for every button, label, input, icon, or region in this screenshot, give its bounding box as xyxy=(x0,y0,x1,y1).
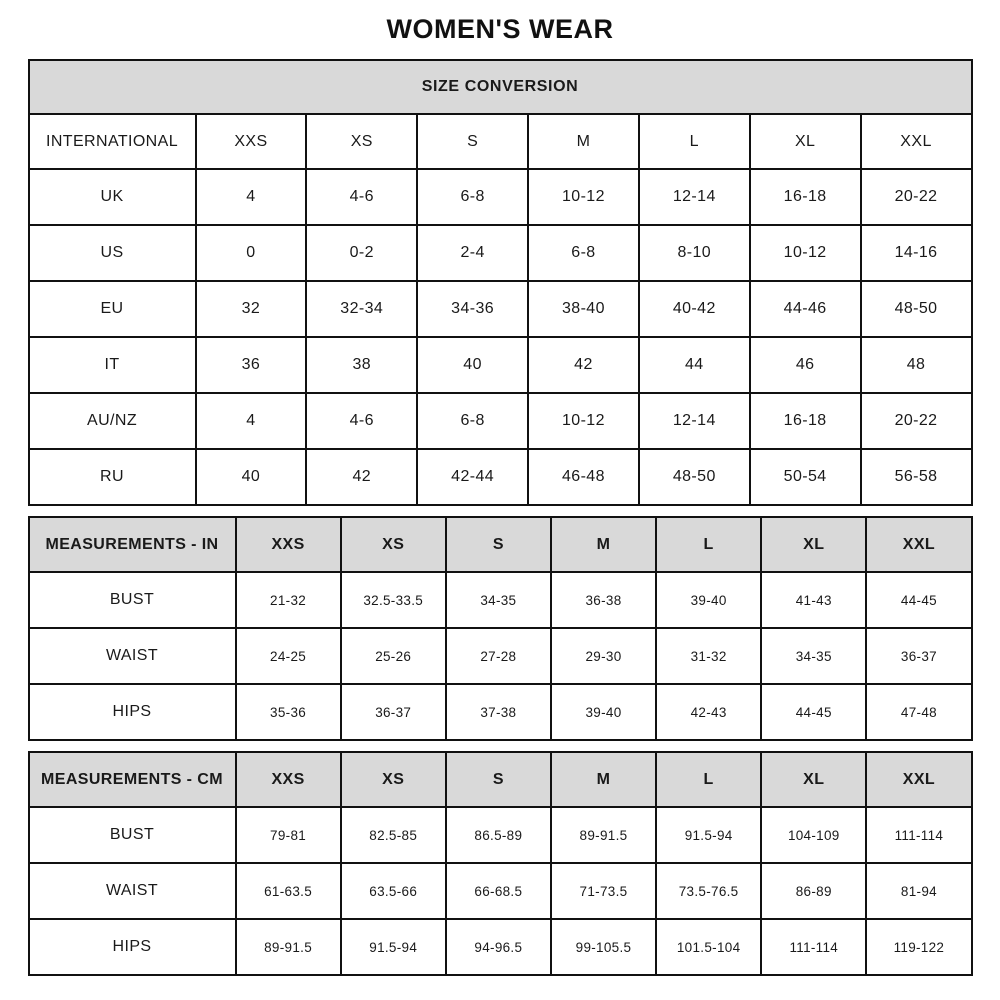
value-cell: 40 xyxy=(196,449,307,505)
value-cell: 42 xyxy=(306,449,417,505)
size-conversion-table xyxy=(28,59,973,506)
size-header-xl: XL xyxy=(761,752,866,807)
value-cell: 89-91.5 xyxy=(551,807,656,863)
value-cell: 36-37 xyxy=(866,628,971,684)
value-cell: 56-58 xyxy=(861,449,972,505)
value-cell: 12-14 xyxy=(639,393,750,449)
value-cell: 91.5-94 xyxy=(341,919,446,975)
value-cell: 4 xyxy=(196,169,307,225)
value-cell: 42 xyxy=(528,337,639,393)
table-row xyxy=(29,919,972,975)
value-cell: 48-50 xyxy=(861,281,972,337)
value-cell: 25-26 xyxy=(341,628,446,684)
value-cell: 44-45 xyxy=(866,572,971,628)
value-cell: 73.5-76.5 xyxy=(656,863,761,919)
value-cell: 40-42 xyxy=(639,281,750,337)
value-cell: 86.5-89 xyxy=(446,807,551,863)
row-label: RU xyxy=(29,449,196,505)
value-cell: 8-10 xyxy=(639,225,750,281)
row-label: BUST xyxy=(29,807,236,863)
value-cell: 34-35 xyxy=(446,572,551,628)
value-cell: 91.5-94 xyxy=(656,807,761,863)
value-cell: 79-81 xyxy=(236,807,341,863)
value-cell: 32-34 xyxy=(306,281,417,337)
value-cell: 104-109 xyxy=(761,807,866,863)
table-row xyxy=(29,169,972,225)
column-header-s: S xyxy=(417,114,528,169)
value-cell: 20-22 xyxy=(861,169,972,225)
row-label: WAIST xyxy=(29,628,236,684)
value-cell: 81-94 xyxy=(866,863,971,919)
table-row xyxy=(29,449,972,505)
value-cell: 6-8 xyxy=(528,225,639,281)
value-cell: 82.5-85 xyxy=(341,807,446,863)
table-row xyxy=(29,628,972,684)
size-header-xxl: XXL xyxy=(866,517,971,572)
value-cell: 111-114 xyxy=(866,807,971,863)
value-cell: 48 xyxy=(861,337,972,393)
value-cell: 119-122 xyxy=(866,919,971,975)
row-label: HIPS xyxy=(29,684,236,740)
measurements-cm-header-row xyxy=(29,752,972,807)
value-cell: 27-28 xyxy=(446,628,551,684)
measurements-cm-title: MEASUREMENTS - CM xyxy=(29,752,236,807)
value-cell: 46-48 xyxy=(528,449,639,505)
value-cell: 34-36 xyxy=(417,281,528,337)
value-cell: 86-89 xyxy=(761,863,866,919)
table-row xyxy=(29,807,972,863)
value-cell: 21-32 xyxy=(236,572,341,628)
value-cell: 111-114 xyxy=(761,919,866,975)
measurements-in-title: MEASUREMENTS - IN xyxy=(29,517,236,572)
size-header-xxs: XXS xyxy=(236,517,341,572)
value-cell: 31-32 xyxy=(656,628,761,684)
value-cell: 71-73.5 xyxy=(551,863,656,919)
value-cell: 4-6 xyxy=(306,169,417,225)
row-label: UK xyxy=(29,169,196,225)
size-conversion-title: SIZE CONVERSION xyxy=(29,60,972,114)
value-cell: 37-38 xyxy=(446,684,551,740)
value-cell: 2-4 xyxy=(417,225,528,281)
table-row xyxy=(29,225,972,281)
value-cell: 6-8 xyxy=(417,393,528,449)
size-header-l: L xyxy=(656,752,761,807)
row-label: AU/NZ xyxy=(29,393,196,449)
value-cell: 35-36 xyxy=(236,684,341,740)
value-cell: 0-2 xyxy=(306,225,417,281)
value-cell: 12-14 xyxy=(639,169,750,225)
value-cell: 40 xyxy=(417,337,528,393)
size-header-s: S xyxy=(446,752,551,807)
value-cell: 16-18 xyxy=(750,169,861,225)
size-header-l: L xyxy=(656,517,761,572)
value-cell: 44 xyxy=(639,337,750,393)
size-header-xs: XS xyxy=(341,752,446,807)
value-cell: 39-40 xyxy=(656,572,761,628)
value-cell: 99-105.5 xyxy=(551,919,656,975)
value-cell: 6-8 xyxy=(417,169,528,225)
row-label: WAIST xyxy=(29,863,236,919)
value-cell: 0 xyxy=(196,225,307,281)
row-label: US xyxy=(29,225,196,281)
size-header-xxl: XXL xyxy=(866,752,971,807)
size-chart-page xyxy=(28,0,973,976)
row-label: IT xyxy=(29,337,196,393)
size-header-xl: XL xyxy=(761,517,866,572)
measurements-in-table xyxy=(28,516,973,741)
page-title: WOMEN'S WEAR xyxy=(386,14,614,44)
value-cell: 36-37 xyxy=(341,684,446,740)
column-header-l: L xyxy=(639,114,750,169)
value-cell: 20-22 xyxy=(861,393,972,449)
table-row xyxy=(29,281,972,337)
value-cell: 36-38 xyxy=(551,572,656,628)
size-header-xxs: XXS xyxy=(236,752,341,807)
column-header-m: M xyxy=(528,114,639,169)
value-cell: 50-54 xyxy=(750,449,861,505)
table-row xyxy=(29,572,972,628)
value-cell: 29-30 xyxy=(551,628,656,684)
size-header-s: S xyxy=(446,517,551,572)
value-cell: 94-96.5 xyxy=(446,919,551,975)
value-cell: 10-12 xyxy=(528,169,639,225)
value-cell: 63.5-66 xyxy=(341,863,446,919)
measurements-in-header-row xyxy=(29,517,972,572)
value-cell: 42-44 xyxy=(417,449,528,505)
column-header-xxl: XXL xyxy=(861,114,972,169)
size-header-xs: XS xyxy=(341,517,446,572)
value-cell: 4-6 xyxy=(306,393,417,449)
value-cell: 47-48 xyxy=(866,684,971,740)
column-header-xxs: XXS xyxy=(196,114,307,169)
table-row xyxy=(29,393,972,449)
value-cell: 32.5-33.5 xyxy=(341,572,446,628)
value-cell: 61-63.5 xyxy=(236,863,341,919)
value-cell: 4 xyxy=(196,393,307,449)
row-label: EU xyxy=(29,281,196,337)
value-cell: 39-40 xyxy=(551,684,656,740)
value-cell: 89-91.5 xyxy=(236,919,341,975)
size-header-m: M xyxy=(551,752,656,807)
value-cell: 14-16 xyxy=(861,225,972,281)
value-cell: 10-12 xyxy=(528,393,639,449)
value-cell: 10-12 xyxy=(750,225,861,281)
column-header-xl: XL xyxy=(750,114,861,169)
value-cell: 46 xyxy=(750,337,861,393)
size-header-m: M xyxy=(551,517,656,572)
value-cell: 38-40 xyxy=(528,281,639,337)
value-cell: 48-50 xyxy=(639,449,750,505)
value-cell: 41-43 xyxy=(761,572,866,628)
value-cell: 44-46 xyxy=(750,281,861,337)
value-cell: 66-68.5 xyxy=(446,863,551,919)
value-cell: 34-35 xyxy=(761,628,866,684)
column-header-xs: XS xyxy=(306,114,417,169)
column-header-international: INTERNATIONAL xyxy=(29,114,196,169)
size-conversion-banner-row xyxy=(29,60,972,114)
row-label: BUST xyxy=(29,572,236,628)
value-cell: 38 xyxy=(306,337,417,393)
table-row xyxy=(29,337,972,393)
table-row xyxy=(29,684,972,740)
value-cell: 44-45 xyxy=(761,684,866,740)
value-cell: 32 xyxy=(196,281,307,337)
measurements-cm-table xyxy=(28,751,973,976)
row-label: HIPS xyxy=(29,919,236,975)
value-cell: 101.5-104 xyxy=(656,919,761,975)
value-cell: 42-43 xyxy=(656,684,761,740)
table-row xyxy=(29,863,972,919)
size-conversion-column-header-row xyxy=(29,114,972,169)
value-cell: 36 xyxy=(196,337,307,393)
value-cell: 16-18 xyxy=(750,393,861,449)
value-cell: 24-25 xyxy=(236,628,341,684)
